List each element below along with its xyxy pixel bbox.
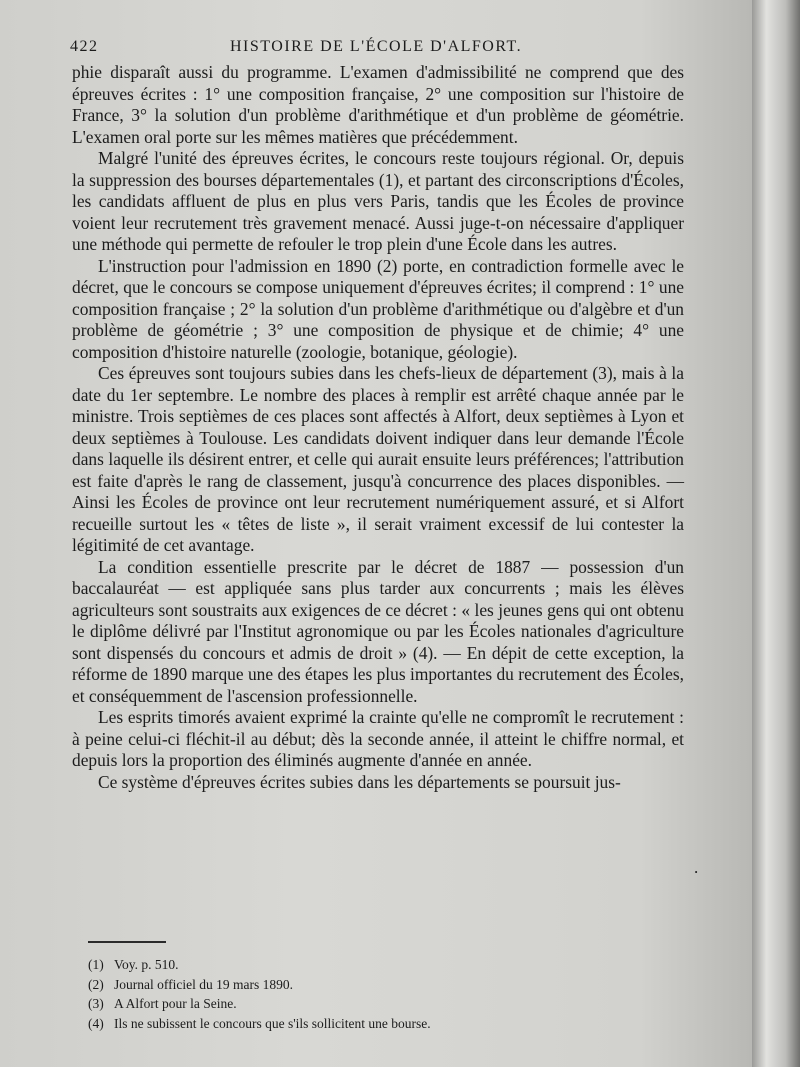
paragraph: Ce système d'épreuves écrites subies dans les départements se poursuit jus-: [98, 771, 621, 792]
footnote-mark: (4): [88, 1015, 104, 1031]
footnote-text: A Alfort pour la Seine.: [114, 996, 237, 1011]
paragraph: Ces épreuves sont toujours subies dans les chefs-lieux de département (3), mais à la date du 1er septembre. Le nombre des places à remplir est arrêté chaque année par le ministre. Trois septièmes de ces places sont affectés à Alfort, deux septièmes à Lyon et deux septièmes à Toulouse. Les candidats doivent indiquer dans leur demande l'École dans laquelle ils désirent entrer, et celle qui aurait ensuite leurs préférences; l'attribution est faite d'après le rang de classement, jusqu'à concurrence des places disponibles. — Ainsi les Écoles de province ont leur recrutement numériquement assuré, et si Alfort recueille surtout les « têtes de liste », il serait vraiment excessif de lui contester la légitimité de cet avantage.: [72, 363, 684, 555]
footnote: [88, 955, 588, 975]
page-number: 422: [70, 38, 99, 55]
paragraph: phie disparaît aussi du programme. L'examen d'admissibilité ne comprend que des épreuves écrites : 1° une composition française, 2° une composition sur l'histoire de France, 3° la solution d'un problème d'arithmétique et d'un problème de géométrie. L'examen oral porte sur les mêmes matières que précédemment.: [72, 62, 684, 147]
footnotes: [88, 955, 588, 1033]
page-header: [70, 34, 690, 60]
paragraph: L'instruction pour l'admission en 1890 (2) porte, en contradiction formelle avec le décret, que le concours se compose uniquement d'épreuves écrites; il comprend : 1° une composition française ; 2° la solution d'un problème d'arithmétique ou d'algèbre et d'un problème de géométrie ; 3° une composition de physique et de chimie; 4° une composition d'histoire naturelle (zoologie, botanique, géologie).: [72, 255, 684, 362]
book-spine-edge: [752, 0, 800, 1067]
footnote-text: Ils ne subissent le concours que s'ils sollicitent une bourse.: [114, 1015, 431, 1031]
footnote: [88, 975, 588, 995]
footnote-mark: (2): [88, 976, 104, 992]
stray-mark: .: [694, 858, 699, 877]
footnote: [88, 1014, 588, 1034]
footnote-mark: (3): [88, 996, 104, 1011]
body-text: [72, 62, 684, 793]
paragraph: La condition essentielle prescrite par le décret de 1887 — possession d'un baccalauréat — est appliquée sans plus tarder aux concurrents ; mais les élèves agriculteurs sont soustraits aux exigences de ce décret : « les jeunes gens qui ont obtenu le diplôme délivré par l'Institut agronomique ou par les Écoles nationales d'agriculture sont dispensés du concours et admis de droit » (4). — En dépit de cette exception, la réforme de 1890 marque une des étapes les plus importantes du recrutement des Écoles, et conséquemment de l'ascension professionnelle.: [72, 556, 684, 706]
footnote-text: Journal officiel du 19 mars 1890.: [114, 976, 293, 992]
running-title: HISTOIRE DE L'ÉCOLE D'ALFORT.: [230, 38, 523, 55]
footnote: [88, 994, 588, 1014]
footnote-mark: (1): [88, 957, 104, 972]
paragraph: Malgré l'unité des épreuves écrites, le concours reste toujours régional. Or, depuis la suppression des bourses départementales (1), et partant des circonscriptions d'Écoles, les candidats affluent de plus en plus vers Paris, tandis que les Écoles de province voient leur recrutement très gravement menacé. Aussi juge-t-on nécessaire d'appliquer une méthode qui permette de refouler le trop plein d'une École dans les autres.: [72, 148, 684, 254]
paragraph: Les esprits timorés avaient exprimé la crainte qu'elle ne compromît le recrutement : à peine celui-ci fléchit-il au début; dès la seconde année, il atteint le chiffre normal, et depuis lors la proportion des éliminés augmente d'année en année.: [72, 707, 684, 770]
footnote-text: Voy. p. 510.: [114, 957, 179, 972]
footnote-rule: [88, 941, 166, 943]
